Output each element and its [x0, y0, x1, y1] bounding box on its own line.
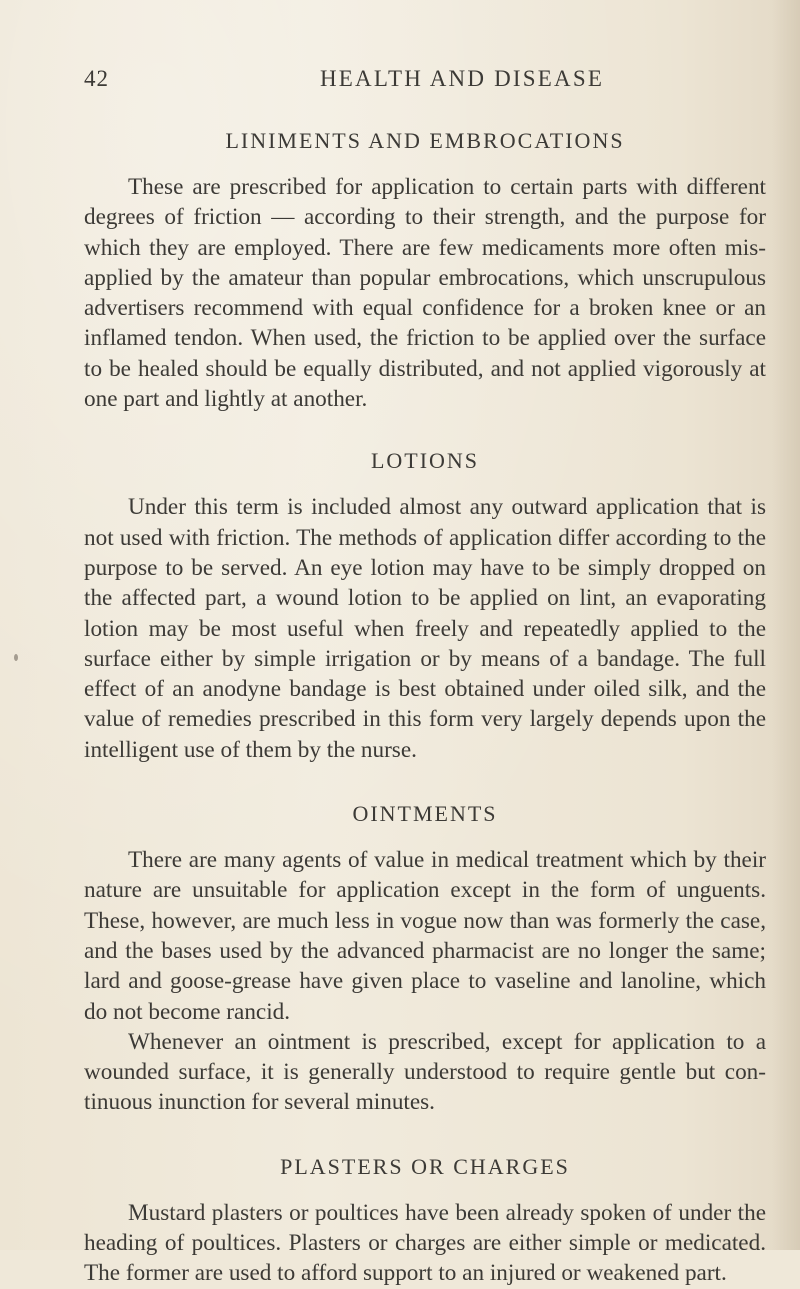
page-body — [84, 128, 766, 1289]
section-heading-lotions: LOTIONS — [370, 448, 480, 474]
paragraph: Under this term is included almost any outward application that is not used with friction. The methods of application differ according to the purpose to be served. An eye lotion may have to be simply dropped on the affected part, a wound lotion to be applied on lint, an evaporating lotion may be most useful when freely and repeatedly applied to the surface either by simple irrigation or by means of a bandage. The full effect of an anodyne bandage is best obtained under oiled silk, and the value of remedies prescribed in this form very largely depends upon the intelligent use of them by the nurse. — [84, 494, 766, 763]
paragraph: Mustard plasters or poultices have been already spoken of under the heading of poultices. Plasters or charges are either simple or medicated. The former are used to afford support to an injured or weakened part. — [84, 1199, 766, 1287]
paragraph: These are prescribed for application to certain parts with different degrees of friction — according to their strength, and the purpose for which they are employed. There are few medicaments more often mis-applied by the amateur than popular embrocations, which unscrupulous advertisers recommend with equal confidence for a broken knee or an inflamed tendon. When used, the friction to be applied over the surface to be healed should be equally distributed, and not applied vigorously at one part and lightly at another. — [84, 174, 766, 413]
page-edge-shadow — [772, 0, 800, 1250]
paragraph: Whenever an ointment is prescribed, except for application to a wounded surface, it is generally understood to require gentle but con-tinuous inunction for several minutes. — [84, 1028, 766, 1116]
section-heading-plasters: PLASTERS OR CHARGES — [280, 1153, 570, 1179]
running-head — [84, 66, 764, 96]
section-heading-ointments: OINTMENTS — [352, 801, 498, 827]
section-heading-liniments: LINIMENTS AND EMBROCATIONS — [225, 128, 625, 153]
ink-spot — [14, 654, 18, 661]
running-title: HEALTH AND DISEASE — [320, 66, 605, 91]
paragraph: There are many agents of value in medical treatment which by their nature are unsuitable for application except in the form of unguents. These, however, are much less in vogue now than was formerly the case, and the bases used by the advanced pharmacist are no longer the same; lard and goose-grease have given place to vaseline and lanoline, which do not become rancid. — [84, 847, 766, 1025]
page-number: 42 — [84, 66, 109, 91]
